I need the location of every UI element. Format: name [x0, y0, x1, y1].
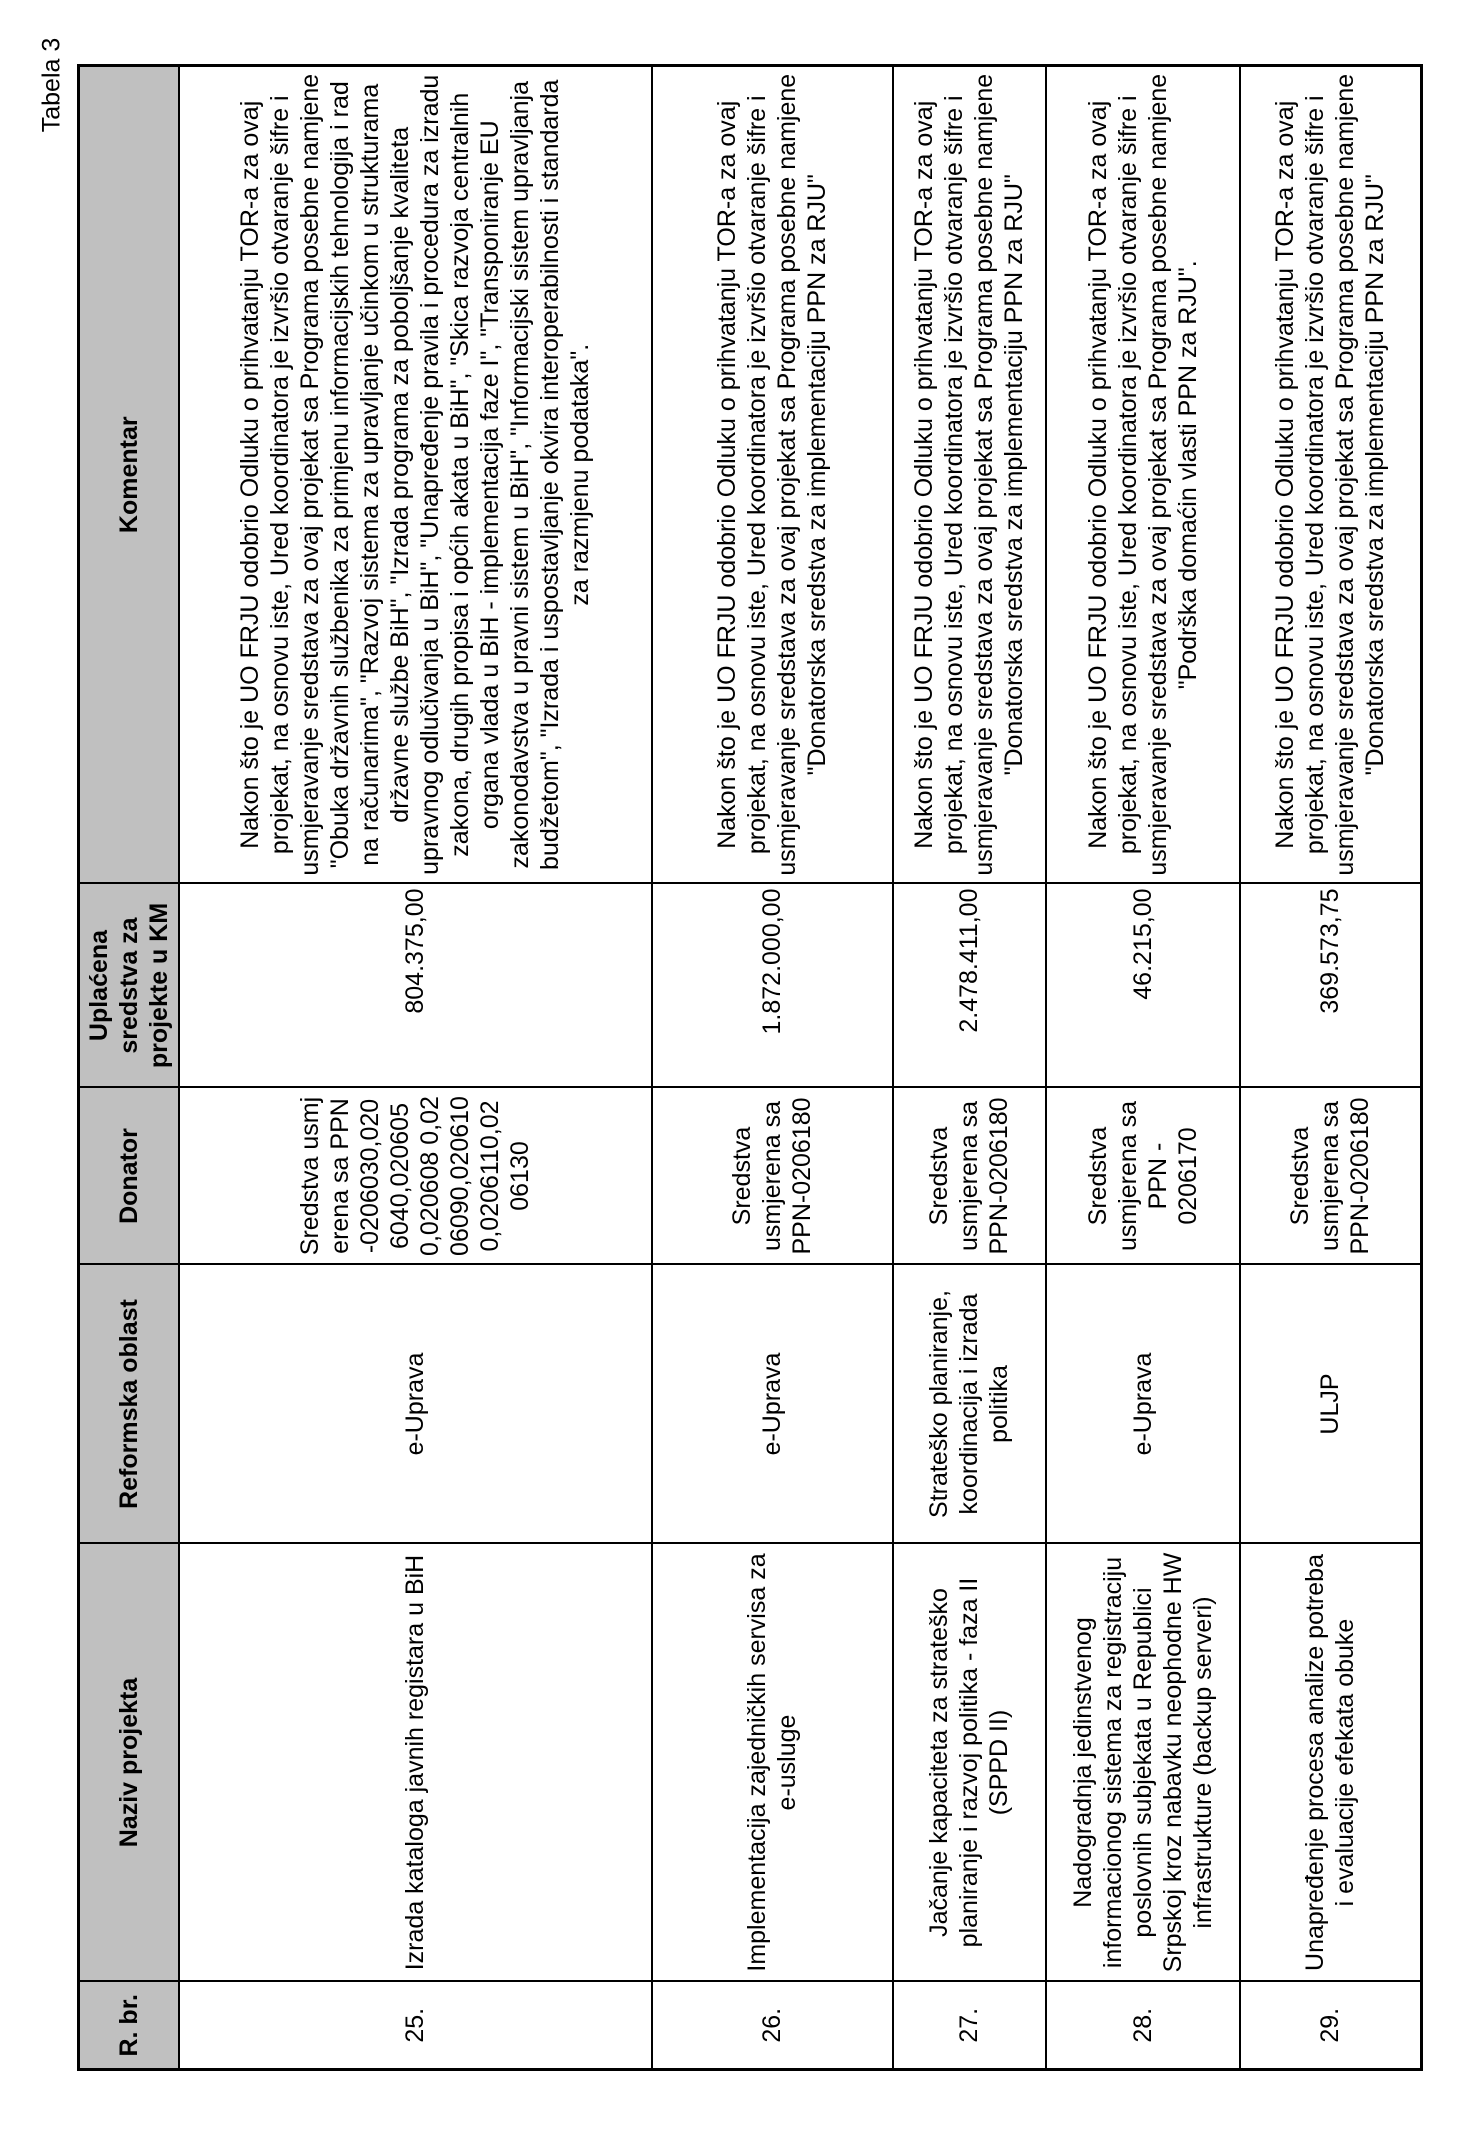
cell-uplacena: 2.478.411,00 — [893, 884, 1046, 1088]
cell-uplacena: 369.573,75 — [1240, 884, 1422, 1088]
table-row — [179, 66, 652, 2070]
cell-naziv: Implementacija zajedničkih servisa za e-usluge — [652, 1544, 893, 1982]
cell-naziv: Unapređenje procesa analize potreba i evaluacije efekata obuke — [1240, 1544, 1422, 1982]
cell-komentar: Nakon što je UO FRJU odobrio Odluku o prihvatanju TOR-a za ovaj projekat, na osnovu iste, Ured koordinatora je izvršio otvaranje šifre i usmjeravanje sredstava za ovaj projekat sa Programa posebne namjene "Podrška domaćin vlasti PPN za RJU". — [1046, 66, 1240, 884]
cell-donator: Sredstva usmjerena sa PPN - 0206170 — [1046, 1088, 1240, 1265]
table-row — [1046, 66, 1240, 2070]
cell-naziv: Jačanje kapaciteta za strateško planiranje i razvoj politika - faza II (SPPD II) — [893, 1544, 1046, 1982]
cell-komentar: Nakon što je UO FRJU odobrio Odluku o prihvatanju TOR-a za ovaj projekat, na osnovu iste, Ured koordinatora je izvršio otvaranje šifre i usmjeravanje sredstava za ovaj projekat sa Programa posebne namjene "Obuka državnih službenika za primjenu informacijskih tehnologija i rad na računarima", "Razvoj sistema za upravljanje učinkom u strukturama državne službe BiH", "Izrada programa za poboljšanje kvaliteta upravnog odlučivanja u BiH", "Unapređenje pravila i procedura za izradu zakona, drugih propisa i općih akata u BiH", "Skica razvoja centralnih organa vlada u BiH - implementacija faze I", "Transponiranje EU zakonodavstva u pravni sistem u BiH", "Informacijski sistem upravljanja budžetom", "Izrada i uspostavljanje okvira interoperabilnosti i standarda za razmjenu podataka". — [179, 66, 652, 884]
cell-naziv: Nadogradnja jedinstvenog informacionog sistema za registraciju poslovnih subjekata u Republici Srpskoj kroz nabavku neophodne HW infrastrukture (backup serveri) — [1046, 1544, 1240, 1982]
table-row — [1240, 66, 1422, 2070]
cell-uplacena: 804.375,00 — [179, 884, 652, 1088]
projects-table-rotated — [77, 67, 1420, 2071]
header-rbr: R. br. — [79, 1982, 179, 2070]
projects-table — [77, 64, 1423, 2071]
cell-oblast: e-Uprava — [179, 1265, 652, 1544]
cell-komentar: Nakon što je UO FRJU odobrio Odluku o prihvatanju TOR-a za ovaj projekat, na osnovu iste, Ured koordinatora je izvršio otvaranje šifre i usmjeravanje sredstava za ovaj projekat sa Programa posebne namjene "Donatorska sredstva za implementaciju PPN za RJU" — [652, 66, 893, 884]
table-row — [652, 66, 893, 2070]
header-uplacena: Uplaćena sredstva za projekte u KM — [79, 884, 179, 1088]
cell-rbr: 28. — [1046, 1982, 1240, 2070]
header-donator: Donator — [79, 1088, 179, 1265]
header-row — [79, 66, 179, 2070]
cell-uplacena: 1.872.000,00 — [652, 884, 893, 1088]
cell-rbr: 25. — [179, 1982, 652, 2070]
cell-donator: Sredstva usmjerena sa PPN-0206180 — [1240, 1088, 1422, 1265]
cell-oblast: e-Uprava — [652, 1265, 893, 1544]
cell-komentar: Nakon što je UO FRJU odobrio Odluku o prihvatanju TOR-a za ovaj projekat, na osnovu iste, Ured koordinatora je izvršio otvaranje šifre i usmjeravanje sredstava za ovaj projekat sa Programa posebne namjene "Donatorska sredstva za implementaciju PPN za RJU" — [1240, 66, 1422, 884]
header-naziv: Naziv projekta — [79, 1544, 179, 1982]
cell-oblast: e-Uprava — [1046, 1265, 1240, 1544]
cell-donator: Sredstva usmjerena sa PPN-0206030,0206040,0206050,020608 0,0206090,0206100,0206110,0206130 — [179, 1088, 652, 1265]
cell-oblast: ULJP — [1240, 1265, 1422, 1544]
cell-rbr: 26. — [652, 1982, 893, 2070]
header-komentar: Komentar — [79, 66, 179, 884]
cell-komentar: Nakon što je UO FRJU odobrio Odluku o prihvatanju TOR-a za ovaj projekat, na osnovu iste, Ured koordinatora je izvršio otvaranje šifre i usmjeravanje sredstava za ovaj projekat sa Programa posebne namjene "Donatorska sredstva za implementaciju PPN za RJU" — [893, 66, 1046, 884]
cell-uplacena: 46.215,00 — [1046, 884, 1240, 1088]
table-row — [893, 66, 1046, 2070]
cell-donator: Sredstva usmjerena sa PPN-0206180 — [652, 1088, 893, 1265]
table-caption: Tabela 3 — [37, 37, 66, 133]
cell-oblast: Strateško planiranje, koordinacija i izrada politika — [893, 1265, 1046, 1544]
header-oblast: Reformska oblast — [79, 1265, 179, 1544]
cell-donator: Sredstva usmjerena sa PPN-0206180 — [893, 1088, 1046, 1265]
cell-rbr: 27. — [893, 1982, 1046, 2070]
cell-rbr: 29. — [1240, 1982, 1422, 2070]
cell-naziv: Izrada kataloga javnih registara u BiH — [179, 1544, 652, 1982]
